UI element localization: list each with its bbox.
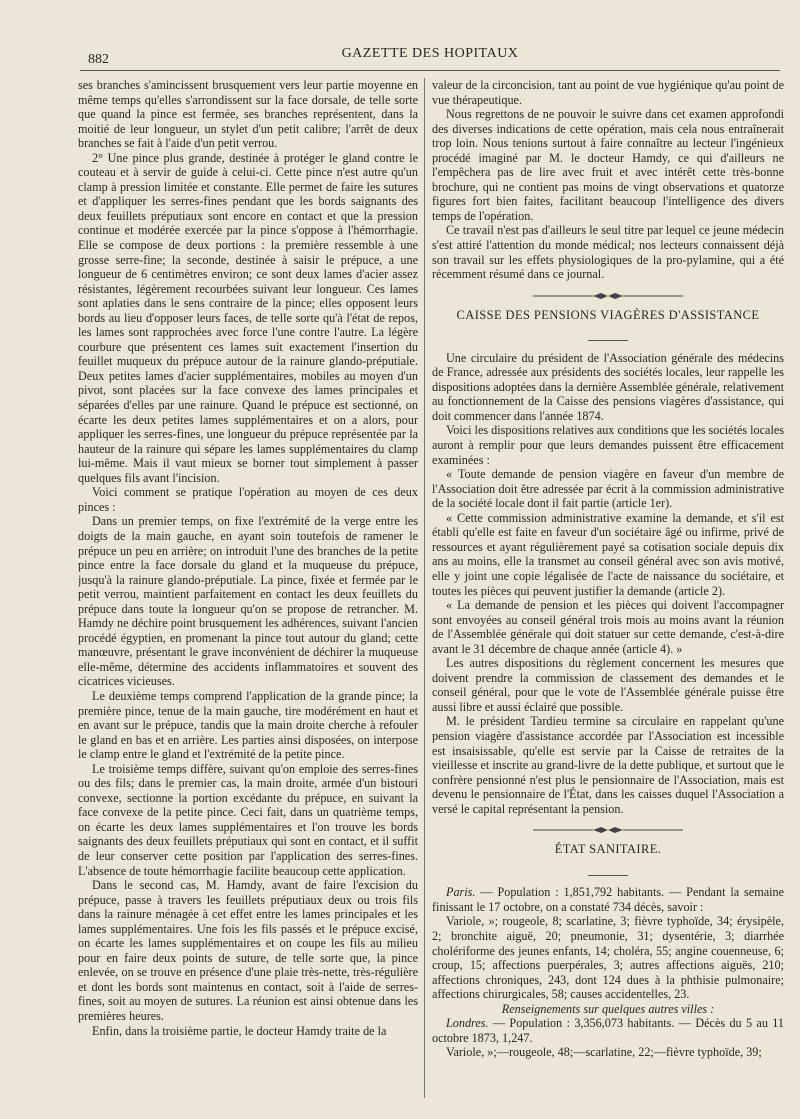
page-header xyxy=(80,42,780,71)
paragraph: Dans le second cas, M. Hamdy, avant de faire l'excision du prépuce, passe à travers les feuillets préputiaux deux ou trois fils dans la rainure ménagée à cet effet entre les lames principales et les lames supplémentaires. Une fois les fils passés et le prépuce excisé, on écarte les lames supplémentaires et on coupe les fils au milieu pour en faire deux points de suture, de telle sorte que, la pince enlevée, on se trouve en présence d'une plaie très-nette, très-régulière et dont les bords sont maintenus en contact, soit à l'aide de serres-fines, soit au moyen de sutures. La réunion est ainsi obtenue dans les premières heures. xyxy=(78,878,418,1023)
paragraph: Voici comment se pratique l'opération au moyen de ces deux pinces : xyxy=(78,485,418,514)
paragraph: 2° Une pince plus grande, destinée à protéger le gland contre le couteau et à servir de guide à celui-ci. Cette pince n'est autre qu'un clamp à pression limitée et constante. Elle permet de faire les sutures et d'appliquer les serres-fines pendant que les bords saignants des deux feuillets préputiaux sont encore en contact et que la pression continue et modérée exercée par la pince s'oppose à l'hémorrhagie. Elle se compose de deux portions : la première ressemble à une grosse serre-fine; la seconde, destinée à saisir le prépuce, a une longueur de 6 centimètres environ; ce sont deux lames d'acier assez résistantes, légèrement recourbées suivant leur longueur. Ces lames sont aplaties dans le sens contraire de la pince; elles opposent leurs bords au lieu d'opposer leurs faces, de telle sorte qu'à l'état de repos, les lames sont rapprochées avec force l'une contre l'autre. La légère courbure que présentent ces lames suit exactement l'insertion du feuillet muqueux du prépuce autour de la rainure glando-préputiale. Deux petites lames d'acier supplémentaires, mobiles au moyen d'un pivot, sont placées sur la face convexe des lames principales et séparées d'elles par une rainure. Quand le prépuce est sectionné, on écarte les deux petites lames supplémentaires et on a alors, pour appliquer les serres-fines, une longueur du prépuce représentée par la hauteur de la rainure qui sépare les lames supplémentaires du clamp lui-même. Mais il vaut mieux se borner tout simplement à passer quelques fils avant l'incision. xyxy=(78,150,418,485)
city-text: — Population : 3,356,073 habitants. — Décès du 5 au 11 octobre 1873, 1,247. xyxy=(432,1016,784,1045)
city-label: Paris. xyxy=(446,885,476,900)
page-number: 882 xyxy=(88,52,109,67)
paragraph: Voici les dispositions relatives aux conditions que les sociétés locales auront à remplir pour que leurs demandes puissent être efficacement examinées : xyxy=(432,423,784,467)
paragraph: « Toute demande de pension viagère en faveur d'un membre de l'Association doit être adressée par écrit à la commission administrative de la société locale dont il fait partie (article 1er). xyxy=(432,467,784,511)
section-ornament xyxy=(432,826,784,838)
paragraph: M. le président Tardieu termine sa circulaire en rappelant qu'une pension viagère d'assistance accordée par l'Association est incessible est insaisissable, qu'elle est servie par la Caisse de retraites de la vieillesse et inscrite au grand-livre de la dette publique, et surtout que le confrère pensionné n'est plus le pensionnaire de l'Association, mais est devenu le pensionnaire de l'État, dans les caisses duquel l'Association a versé le capital représentant la pension. xyxy=(432,714,784,816)
paragraph: Le deuxième temps comprend l'application de la grande pince; la première pince, tenue de la main gauche, tire modérément en haut et en avant sur le prépuce, tandis que la main droite cherche à refouler le gland en bas et en arrière. Les parties ainsi disposées, on interpose le clamp entre le gland et l'extrémité de la petite pince. xyxy=(78,688,418,762)
paragraph: Variole, »;—rougeole, 48;—scarlatine, 22;—fièvre typhoïde, 39; xyxy=(446,1045,762,1060)
paragraph: Variole, »; rougeole, 8; scarlatine, 3; fièvre typhoïde, 34; érysipèle, 2; bronchite aiguë, 20; pneumonie, 31; dysentérie, 3; diarrhée cholériforme des jeunes enfants, 14; choléra, 55; angine couenneuse, 6; croup, 15; affections puerpérales, 3; autres affections aiguës, 210; affections chroniques, 243, dont 124 dues à la phthisie pulmonaire; affections chirurgicales, 58; causes accidentelles, 23. xyxy=(432,914,784,1002)
etat-section-title: ÉTAT SANITAIRE. xyxy=(554,842,662,857)
paragraph: Le troisième temps diffère, suivant qu'on emploie des serres-fines ou des fils; dans le premier cas, la main droite, armée d'un bistouri convexe, sectionne la portion excédante du prépuce, en suivant la face convexe de la petite pince. Ceci fait, dans un quatrième temps, on écarte les deux lames supplémentaires et l'on trouve les bords saignants des deux feuillets préputiaux qui sont en contact, et il suffit de leur conserver cette position par l'application des serres-fines. L'absence de toute hémorrhagie facilite beaucoup cette application. xyxy=(78,761,418,878)
journal-title: GAZETTE DES HOPITAUX xyxy=(341,46,519,61)
title-underline xyxy=(432,865,784,880)
paragraph: Enfin, dans la troisième partie, le docteur Hamdy traite de la xyxy=(92,1023,387,1038)
paragraph: Dans un premier temps, on fixe l'extrémité de la verge entre les doigts de la main gauche, en ayant soin toutefois de ramener le prépuce un peu en arrière; on introduit l'une des branches de la petite pince entre la face dorsale du gland et la muqueuse du prépuce, jusqu'à la rainure glando-préputiale. La pince, fixée et fermée par le petit verrou, maintient parfaitement en contact les deux feuillets du prépuce dans toute la longueur qu'on se propose de retrancher. M. Hamdy ne déchire point brusquement les adhérences, suivant l'ancien procédé égyptien, en promenant la pince tout autour du gland; cette manœuvre, présentant le grave inconvénient de déchirer la muqueuse elle-même, détermine des accidents inflammatoires et souvent des cicatrices vicieuses. xyxy=(78,514,418,689)
caisse-section-title: CAISSE DES PENSIONS VIAGÈRES D'ASSISTANCE xyxy=(456,307,760,322)
left-column xyxy=(78,78,418,1108)
paris-paragraph xyxy=(432,885,784,914)
section-ornament xyxy=(432,292,784,304)
title-underline xyxy=(432,330,784,345)
paragraph: « Cette commission administrative examine la demande, et s'il est établi qu'elle est faite en faveur d'un sociétaire âgé ou infirme, privé de ressources et ayant régulièrement payé sa cotisation sociale depuis dix ans au moins, elle la transmet au conseil général avec son avis motivé, elle y joint une copie légalisée de l'acte de naissance du sociétaire, et toutes les pièces qui peuvent justifier la demande (article 2). xyxy=(432,510,784,598)
paragraph: « La demande de pension et les pièces qui doivent l'accompagner sont envoyées au conseil général trois mois au moins avant la réunion de l'Assemblée générale qui doit statuer sur cette demande, c'est-à-dire avant le 31 décembre de chaque année (article 4). » xyxy=(432,598,784,656)
column-divider xyxy=(424,78,425,1098)
city-text: — Population : 1,851,792 habitants. — Pendant la semaine finissant le 17 octobre, on a constaté 734 décès, savoir : xyxy=(432,885,784,914)
paragraph: ses branches s'amincissent brusquement vers leur partie moyenne en même temps qu'elles s'arrondissent sur la face dorsale, de telle sorte que quand la pince est fermée, ses branches représentent, dans la moitié de leur longueur, un stylet d'un petit calibre; l'arrêt de deux branches se fait à l'aide d'un petit verrou. xyxy=(78,78,418,151)
city-label: Londres. xyxy=(446,1016,489,1031)
londres-paragraph xyxy=(432,1016,784,1045)
paragraph: Nous regrettons de ne pouvoir le suivre dans cet examen approfondi des diverses indications de cette opération, mais cela nous entraînerait trop loin. Nous tenions surtout à faire connaître au lecteur l'ingénieux procédé imaginé par M. le docteur Hamdy, ce qui d'ailleurs ne l'empêchera pas de lire avec fruit et avec intérêt cette très-bonne brochure, qui ne contient pas moins de vingt observations et quatorze figures fort bien faites, facilitant beaucoup l'intelligence des divers temps de l'opération. xyxy=(432,107,784,223)
paragraph: Ce travail n'est pas d'ailleurs le seul titre par lequel ce jeune médecin s'est attiré l'attention du monde médical; nos lecteurs connaissent déjà son travail sur les effets physiologiques de la pro-pylamine, qui a été récemment résumé dans ce journal. xyxy=(432,223,784,282)
subheading: Renseignements sur quelques autres villes : xyxy=(501,1001,715,1016)
paragraph: Les autres dispositions du règlement concernent les mesures que doivent prendre la commission de classement des demandes et le conseil général, pour que le vote de l'Assemblée générale puisse être aussi libre et aussi éclairé que possible. xyxy=(432,656,784,714)
paragraph: valeur de la circoncision, tant au point de vue hygiénique qu'au point de vue thérapeutique. xyxy=(432,78,784,107)
paragraph: Une circulaire du président de l'Association générale des médecins de France, adressée aux présidents des sociétés locales, leur rappelle les dispositions adoptées dans la dernière Assemblée générale, relativement au fonctionnement de la Caisse des pensions viagères d'assistance, qui doit commencer dans l'année 1874. xyxy=(432,350,784,423)
right-column xyxy=(432,78,784,1108)
